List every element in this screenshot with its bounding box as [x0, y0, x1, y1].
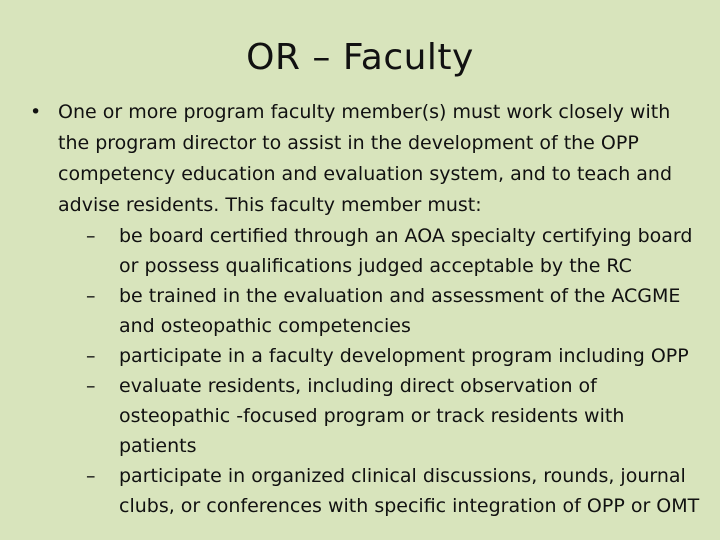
bullet-list [30, 97, 700, 521]
bullet-text: One or more program faculty member(s) must work closely with the program director to assist in the development of the OPP competency education and evaluation system, and to teach and advise residents. This faculty member must: [58, 101, 673, 216]
dash-marker: – [86, 225, 96, 247]
sub-bullet-item [58, 341, 700, 371]
bullet-item [30, 97, 700, 521]
sub-bullet-text: participate in a faculty development program including OPP [119, 345, 689, 367]
dash-marker: – [86, 285, 96, 307]
sub-bullet-text: evaluate residents, including direct observation of osteopathic -focused program or track residents with patients [119, 375, 625, 457]
sub-bullet-item [58, 281, 700, 341]
sub-bullet-text: participate in organized clinical discussions, rounds, journal clubs, or conferences with specific integration of OPP or OMT [119, 465, 700, 517]
slide-title: OR – Faculty [246, 37, 474, 78]
bullet-marker: • [30, 101, 42, 123]
dash-marker: – [86, 345, 96, 367]
sub-bullet-item [58, 461, 700, 521]
sub-bullet-item [58, 221, 700, 281]
sub-bullet-list [58, 221, 700, 521]
dash-marker: – [86, 465, 96, 487]
sub-bullet-text: be board certified through an AOA specialty certifying board or possess qualifications judged acceptable by the RC [119, 225, 693, 277]
dash-marker: – [86, 375, 96, 397]
sub-bullet-item [58, 371, 700, 461]
sub-bullet-text: be trained in the evaluation and assessment of the ACGME and osteopathic competencies [119, 285, 681, 337]
